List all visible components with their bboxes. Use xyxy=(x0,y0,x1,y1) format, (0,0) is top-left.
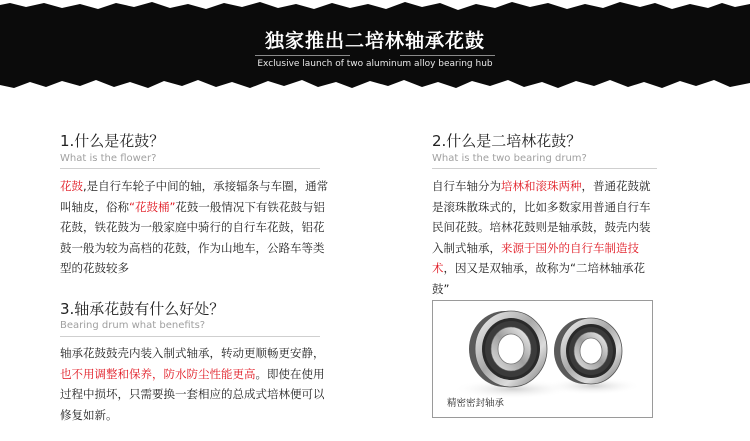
section2-text-c: ，因又是双轴承，故称为“二培林轴承花鼓” xyxy=(432,261,645,296)
section2-subtitle: What is the two bearing drum? xyxy=(432,153,587,164)
header-banner xyxy=(0,0,750,92)
section2-divider xyxy=(432,168,657,169)
section2-title: 2.什么是二培林花鼓？ xyxy=(432,132,582,150)
bearing-left xyxy=(469,311,547,387)
section1-title: 1.什么是花鼓？ xyxy=(60,132,165,150)
section2-paragraph xyxy=(432,176,660,299)
section1-text-a: ,是自行车轮子中间的轴，承接辐条与车圈，通常叫轴皮，俗称 xyxy=(60,179,329,214)
section2-highlight-a: 培林和滚珠两种 xyxy=(501,179,582,193)
section1-highlight-term: 花鼓 xyxy=(60,179,83,193)
section3-divider xyxy=(60,336,320,337)
section3-text-a: 轴承花鼓鼓壳内装入制式轴承，转动更顺畅更安静， xyxy=(60,346,325,360)
brush-edge-bottom xyxy=(0,76,750,92)
photo-caption: 精密密封轴承 xyxy=(447,398,505,409)
section1-paragraph xyxy=(60,176,332,279)
banner-title: 独家推出二培林轴承花鼓 xyxy=(264,30,485,52)
section2-text-a: 自行车轴分为 xyxy=(432,179,501,193)
section3-text-b: 。即使在使用过程中损坏，只需要换一套相应的总成式培林便可以修复如新。 xyxy=(60,366,325,422)
section1-divider xyxy=(60,168,320,169)
section3-title: 3.轴承花鼓有什么好处？ xyxy=(60,300,225,318)
bearing-photo-frame xyxy=(432,300,653,418)
section2-highlight-b: 来源于国外的自行车制造技术 xyxy=(432,240,639,275)
section1-subtitle: What is the flower? xyxy=(60,153,157,164)
section3-highlight: 也不用调整和保养，防水防尘性能更高 xyxy=(60,366,256,381)
banner-subtitle: Exclusive launch of two aluminum alloy bearing hub xyxy=(257,59,493,69)
section3-subtitle: Bearing drum what benefits? xyxy=(60,320,206,331)
bearing-right xyxy=(554,318,622,384)
brush-edge-top xyxy=(0,0,750,14)
banner-divider-left xyxy=(255,55,350,56)
section1-text-b: 花鼓一般情况下有铁花鼓与铝花鼓，铁花鼓为一般家庭中骑行的自行车花鼓，铝花鼓一般为较为高档的花鼓，作为山地车，公路车等类型的花鼓较多 xyxy=(60,199,325,275)
section1-highlight-quote: “花鼓桶” xyxy=(129,199,176,214)
section3-paragraph xyxy=(60,343,330,425)
banner-divider-right xyxy=(400,55,495,56)
section2-text-b: ，普通花鼓就是滚珠散珠式的，比如多数家用普通自行车民间花鼓。培林花鼓则是轴承鼓，鼓壳内装入制式轴承， xyxy=(432,179,651,255)
